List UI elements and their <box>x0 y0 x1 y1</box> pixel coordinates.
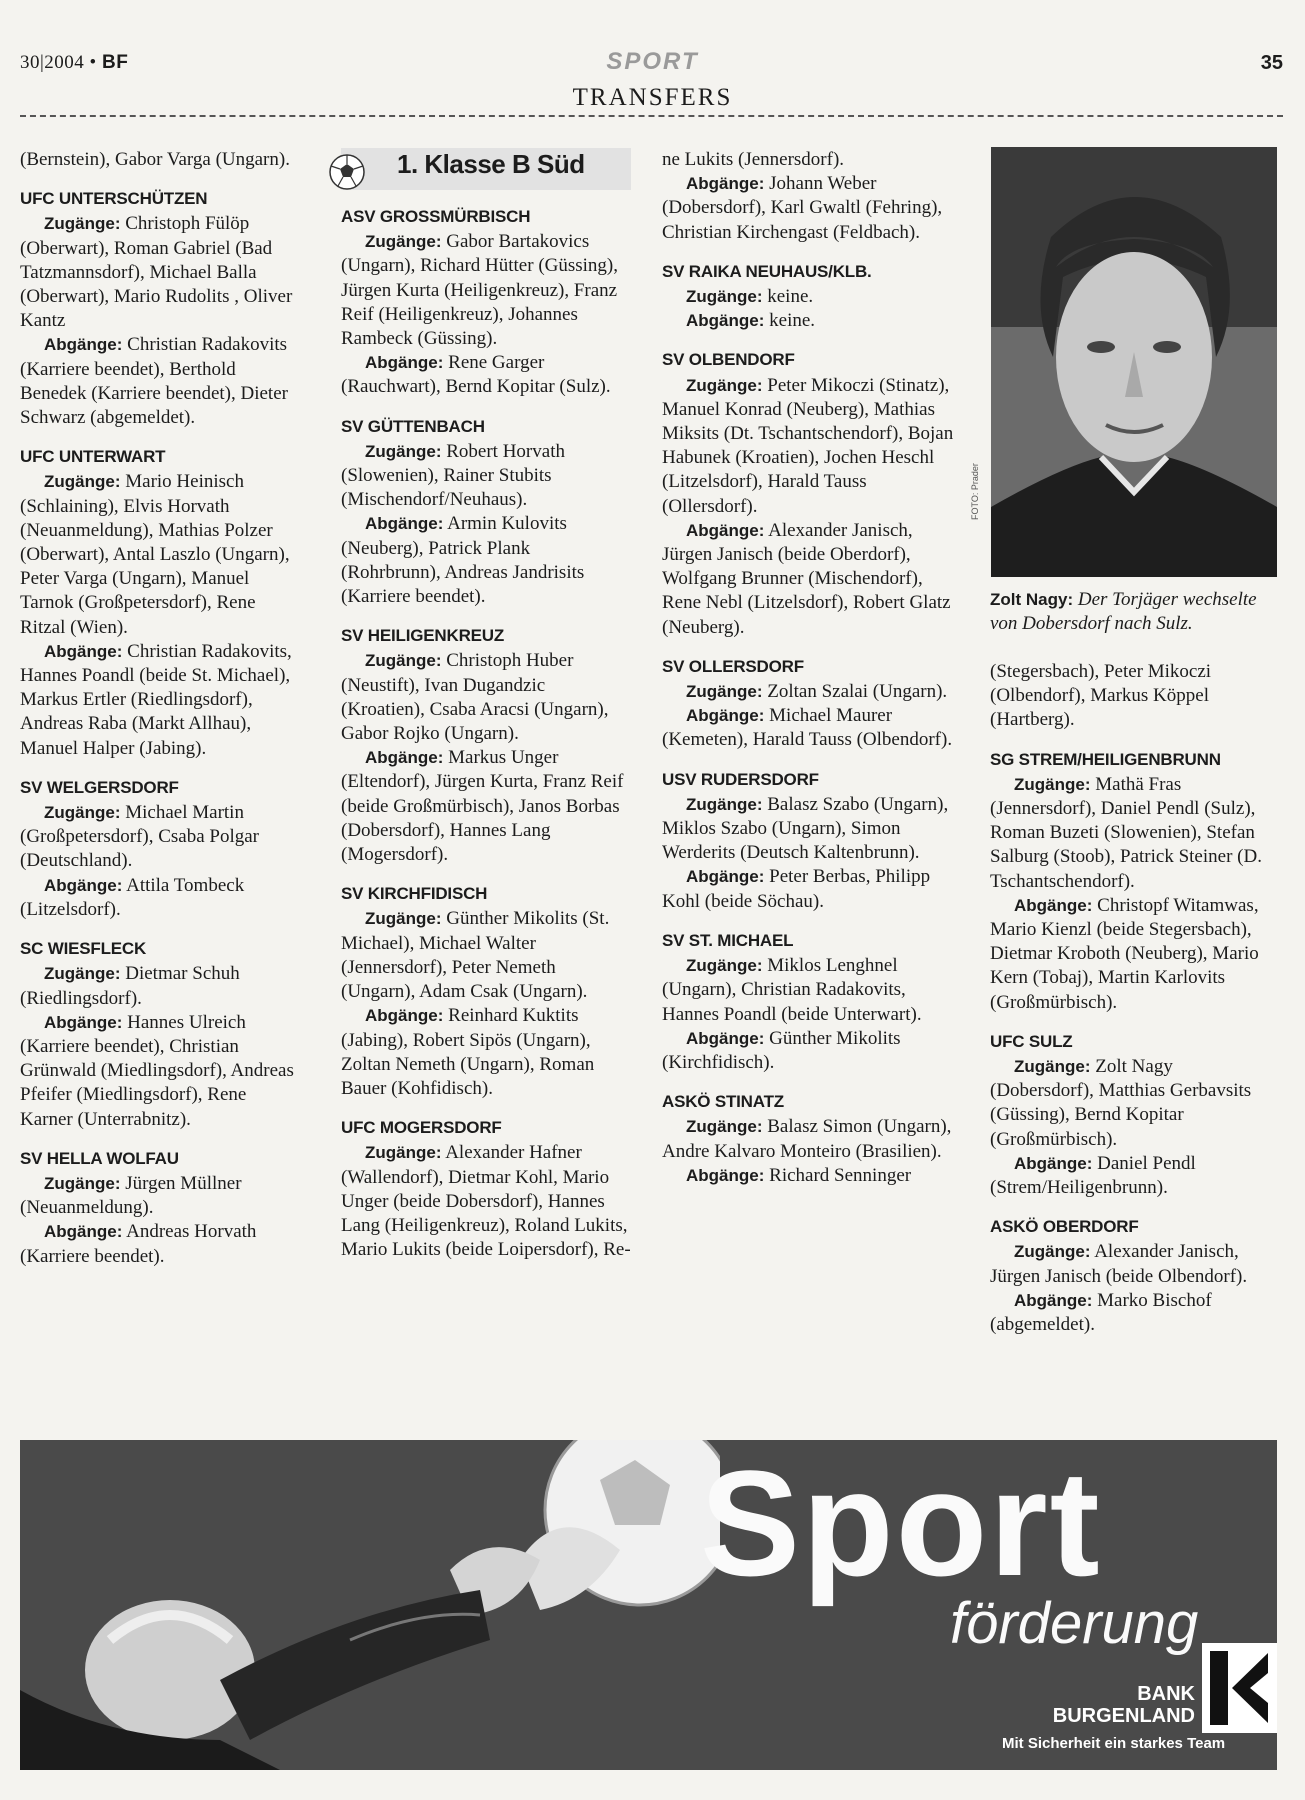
club-entry <box>341 415 631 610</box>
transfers-in <box>341 907 631 1004</box>
club-name: SV OLLERSDORF <box>662 656 804 676</box>
out-text: Armin Kulovits (Neuberg), Patrick Plank (Rohrbrunn), Andreas Jandrisits (Karriere beendet). <box>341 513 585 608</box>
transfers-in <box>341 230 631 351</box>
in-text: Mario Heinisch (Schlaining), Elvis Horvath (Neuanmeldung), Mathias Polzer (Oberwart), Antal Laszlo (Ungarn), Peter Varga (Ungarn), Manuel Tarnok (Großpetersdorf), Rene Ritzal (Wien). <box>20 471 290 638</box>
club-entry <box>662 768 957 914</box>
transfers-out <box>341 746 631 867</box>
transfers-out <box>990 1152 1277 1200</box>
out-text: Alexander Janisch, Jürgen Janisch (beide Oberdorf), Wolfgang Brunner (Mischendorf), Rene Nebl (Litzelsdorf), Robert Glatz (Neuberg). <box>662 519 951 638</box>
club-entry <box>990 1215 1277 1337</box>
out-label: Abgänge: <box>365 748 444 768</box>
transfers-out <box>341 1004 631 1101</box>
in-label: Zugänge: <box>1014 1057 1091 1077</box>
transfers-out <box>341 512 631 609</box>
out-text: Attila Tombeck (Litzelsdorf). <box>20 874 245 920</box>
club-name: SV GÜTTENBACH <box>341 416 485 436</box>
club-entry <box>341 1116 631 1262</box>
in-label: Zugänge: <box>1014 1242 1091 1262</box>
transfers-out <box>341 351 631 399</box>
out-label: Abgänge: <box>365 514 444 534</box>
out-text: Markus Unger (Eltendorf), Jürgen Kurta, Franz Reif (beide Großmürbisch), Janos Borbas (Dobersdorf), Hannes Lang (Mogersdorf). <box>341 747 624 866</box>
club-name: SV HELLA WOLFAU <box>20 1148 179 1168</box>
league-title: 1. Klasse B Süd <box>397 149 585 179</box>
transfers-out <box>662 704 957 752</box>
club-entry <box>341 205 631 400</box>
brand-label: BF <box>101 52 129 73</box>
in-text: Zoltan Szalai (Ungarn). <box>767 681 948 703</box>
transfers-in <box>341 649 631 746</box>
out-label: Abgänge: <box>686 174 765 194</box>
club-list <box>990 748 1277 1338</box>
in-label: Zugänge: <box>365 909 442 929</box>
out-text: Michael Maurer (Kemeten), Harald Tauss (Olbendorf). <box>662 705 953 751</box>
club-list <box>20 187 300 1269</box>
club-name: USV RUDERSDORF <box>662 769 819 789</box>
in-text: Alexander Janisch, Jürgen Janisch (beide Olbendorf). <box>990 1241 1248 1287</box>
club-name: ASKÖ OBERDORF <box>990 1217 1139 1237</box>
out-text: Günther Mikolits (Kirchfidisch). <box>662 1027 901 1073</box>
out-text: Christian Radakovits, Hannes Poandl (beide St. Michael), Markus Ertler (Riedlingsdorf), Andreas Raba (Markt Allhau), Manuel Halper (Jabing). <box>20 640 292 759</box>
club-name: UFC UNTERWART <box>20 447 166 467</box>
transfers-in <box>662 1115 957 1163</box>
section-label: SPORT <box>606 48 699 75</box>
photo-credit: FOTO: Prader <box>970 463 980 520</box>
out-label: Abgänge: <box>686 1028 765 1048</box>
out-text: Reinhard Kuktits (Jabing), Robert Sipös (Ungarn), Zoltan Nemeth (Ungarn), Roman Bauer (Kohfidisch). <box>341 1005 595 1099</box>
club-entry <box>20 776 300 922</box>
column-1 <box>20 148 300 1269</box>
club-entry <box>20 937 300 1132</box>
transfers-in <box>341 440 631 513</box>
out-text: Marko Bischof (abgemeldet). <box>990 1289 1212 1336</box>
out-text: Hannes Ulreich (Karriere beendet), Christian Grünwald (Miedlingsdorf), Andreas Pfeifer (Miedlingsdorf), Rene Karner (Unterrabnitz). <box>20 1011 294 1130</box>
in-label: Zugänge: <box>1014 774 1091 794</box>
column-2 <box>341 148 631 1262</box>
out-label: Abgänge: <box>686 1165 765 1185</box>
club-entry <box>662 655 957 753</box>
club-name: UFC MOGERSDORF <box>341 1118 502 1138</box>
in-label: Zugänge: <box>365 441 442 461</box>
out-text: Christopf Witamwas, Mario Kienzl (beide Stegersbach), Dietmar Kroboth (Neuberg), Mario Kern (Tobaj), Martin Karlovits (Großmürbisch). <box>990 894 1259 1013</box>
goalkeeper-illustration <box>20 1440 720 1770</box>
in-text: Christoph Huber (Neustift), Ivan Dugandzic (Kroatien), Csaba Aracsi (Ungarn), Gabor Rojko (Ungarn). <box>341 650 609 745</box>
club-name: ASV GROSSMÜRBISCH <box>341 207 531 226</box>
in-label: Zugänge: <box>365 1143 442 1163</box>
club-entry <box>341 882 631 1101</box>
club-name: SV HEILIGENKREUZ <box>341 626 505 646</box>
transfers-out <box>20 333 300 430</box>
club-name: SV OLBENDORF <box>662 350 795 370</box>
club-list <box>341 205 631 1262</box>
bank-logo-icon <box>1202 1643 1277 1733</box>
in-label: Zugänge: <box>44 214 121 234</box>
transfers-out <box>20 640 300 761</box>
player-photo <box>991 147 1277 577</box>
in-label: Zugänge: <box>686 375 763 395</box>
in-label: Zugänge: <box>365 232 442 252</box>
club-name: SV ST. MICHAEL <box>662 930 794 950</box>
in-label: Zugänge: <box>365 651 442 671</box>
out-label: Abgänge: <box>1014 1290 1093 1310</box>
club-name: UFC SULZ <box>990 1031 1073 1051</box>
in-text: Robert Horvath (Slowenien), Rainer Stubits (Mischendorf/Neuhaus). <box>341 440 565 511</box>
transfers-out <box>20 874 300 922</box>
out-label: Abgänge: <box>686 867 765 887</box>
in-text: Jürgen Müllner (Neuanmeldung). <box>20 1172 242 1219</box>
transfers-in <box>20 470 300 639</box>
section-title: TRANSFERS <box>572 84 733 111</box>
transfers-out <box>990 894 1277 1015</box>
out-text: Andreas Horvath (Karriere beendet). <box>20 1221 257 1267</box>
in-text: keine. <box>767 286 814 308</box>
club-name: SC WIESFLECK <box>20 939 147 959</box>
transfers-in <box>662 374 957 519</box>
out-text: Peter Berbas, Philipp Kohl (beide Söchau). <box>662 866 931 912</box>
out-text: Christian Radakovits (Karriere beendet), Berthold Benedek (Karriere beendet), Dieter Schwarz (abgemeldet). <box>20 334 288 429</box>
in-text: Balasz Simon (Ungarn), Andre Kalvaro Monteiro (Brasilien). <box>662 1116 952 1162</box>
transfers-in <box>20 212 300 333</box>
in-label: Zugänge: <box>44 964 121 984</box>
in-label: Zugänge: <box>686 1117 763 1137</box>
continued-out <box>662 172 957 245</box>
bank-slogan: Mit Sicherheit ein starkes Team <box>1002 1735 1226 1752</box>
transfers-out <box>20 1011 300 1132</box>
club-name: ASKÖ STINATZ <box>662 1092 784 1112</box>
out-text: Johann Weber (Dobersdorf), Karl Gwaltl (Fehring), Christian Kirchengast (Feldbach). <box>662 173 943 243</box>
ad-subline: förderung <box>950 1591 1199 1656</box>
out-label: Abgänge: <box>1014 895 1093 915</box>
in-label: Zugänge: <box>686 956 763 976</box>
ad-headline: Sport <box>700 1440 1102 1607</box>
transfers-in <box>20 962 300 1010</box>
continued-text: ne Lukits (Jennersdorf). <box>662 149 845 170</box>
club-entry <box>20 187 300 430</box>
club-name: SG STREM/HEILIGENBRUNN <box>990 749 1221 769</box>
in-text: Michael Martin (Großpetersdorf), Csaba Polgar (Deutschland). <box>20 802 260 872</box>
club-entry <box>662 929 957 1075</box>
out-label: Abgänge: <box>1014 1153 1093 1173</box>
caption-text: Der Torjäger wechselte von Dobersdorf nach Sulz. <box>990 589 1257 634</box>
club-name: SV RAIKA NEUHAUS/KLB. <box>662 261 872 281</box>
out-label: Abgänge: <box>365 353 444 373</box>
page-number: 35 <box>1260 52 1283 74</box>
photo-caption <box>990 588 1277 636</box>
column-3 <box>662 148 957 1188</box>
transfers-in <box>662 793 957 866</box>
in-text: Günther Mikolits (St. Michael), Michael Walter (Jennersdorf), Peter Nemeth (Ungarn), Adam Csak (Ungarn). <box>341 908 610 1003</box>
transfers-out <box>662 1164 957 1188</box>
transfers-in <box>662 954 957 1027</box>
transfers-in <box>990 1055 1277 1152</box>
transfers-out <box>20 1220 300 1268</box>
transfers-out <box>662 309 957 333</box>
in-text: Dietmar Schuh (Riedlingsdorf). <box>20 963 240 1009</box>
club-entry <box>990 1030 1277 1200</box>
transfers-out <box>662 519 957 640</box>
club-entry <box>662 1090 957 1188</box>
in-text: Zolt Nagy (Dobersdorf), Matthias Gerbavsits (Güssing), Bernd Kopitar (Großmürbisch). <box>990 1056 1252 1150</box>
in-text: Christoph Fülöp (Oberwart), Roman Gabriel (Bad Tatzmannsdorf), Michael Balla (Oberwart), Mario Rudolits , Oliver Kantz <box>20 213 293 332</box>
header-divider <box>20 115 1283 117</box>
in-label: Zugänge: <box>44 803 121 823</box>
club-name: UFC UNTERSCHÜTZEN <box>20 189 208 209</box>
transfers-in <box>990 1240 1277 1288</box>
out-label: Abgänge: <box>365 1006 444 1026</box>
club-name: SV WELGERSDORF <box>20 777 179 797</box>
continued-text: (Bernstein), Gabor Varga (Ungarn). <box>20 149 290 170</box>
in-text: Alexander Hafner (Wallendorf), Dietmar Kohl, Mario Unger (beide Dobersdorf), Hannes Lang (Heiligenkreuz), Roland Lukits, Mario Lukits (beide Loipersdorf), Re- <box>341 1142 631 1261</box>
out-text: Daniel Pendl (Strem/Heiligenbrunn). <box>990 1152 1196 1199</box>
in-label: Zugänge: <box>44 472 121 492</box>
out-text: keine. <box>769 310 816 332</box>
transfers-out <box>662 1027 957 1075</box>
in-text: Gabor Bartakovics (Ungarn), Richard Hütter (Güssing), Jürgen Kurta (Heiligenkreuz), Franz Reif (Heiligenkreuz), Johannes Rambeck (Güssing). <box>341 231 619 350</box>
club-list <box>662 260 957 1188</box>
in-text: Mathä Fras (Jennersdorf), Daniel Pendl (Sulz), Roman Buzeti (Slowenien), Stefan Salburg (Stoob), Patrick Steiner (D. Tschantschendorf). <box>990 773 1262 892</box>
transfers-in <box>20 1172 300 1220</box>
transfers-out <box>990 1289 1277 1337</box>
league-header <box>341 148 631 190</box>
in-text: Balasz Szabo (Ungarn), Miklos Szabo (Ungarn), Simon Werderits (Deutsch Kaltenbrunn). <box>662 793 949 864</box>
transfers-in <box>662 680 957 704</box>
club-entry <box>990 748 1277 1015</box>
in-label: Zugänge: <box>44 1173 121 1193</box>
out-label: Abgänge: <box>44 335 123 355</box>
caption-name: Zolt Nagy: <box>990 590 1074 609</box>
in-text: Peter Mikoczi (Stinatz), Manuel Konrad (Neuberg), Mathias Miksits (Dt. Tschantschendorf), Bojan Habunek (Kroatien), Jochen Heschl (Litzelsdorf), Harald Tauss (Ollersdorf). <box>662 374 954 517</box>
club-name: SV KIRCHFIDISCH <box>341 884 488 904</box>
out-label: Abgänge: <box>44 1012 123 1032</box>
continued-text: (Stegersbach), Peter Mikoczi (Olbendorf), Markus Köppel (Hartberg). <box>990 661 1212 731</box>
out-label: Abgänge: <box>44 641 123 661</box>
football-icon <box>327 152 367 192</box>
transfers-in <box>662 285 957 309</box>
transfers-in <box>990 773 1277 894</box>
sport-sponsoring-ad <box>20 1440 1277 1770</box>
out-text: Richard Senninger <box>769 1164 912 1186</box>
in-label: Zugänge: <box>686 682 763 702</box>
in-text: Miklos Lenghnel (Ungarn), Christian Radakovits, Hannes Poandl (beide Unterwart). <box>662 955 922 1025</box>
issue-number: 30|2004 • <box>20 52 97 73</box>
out-label: Abgänge: <box>44 875 123 895</box>
out-label: Abgänge: <box>686 520 765 540</box>
out-label: Abgänge: <box>686 311 765 331</box>
club-entry <box>20 1147 300 1269</box>
transfers-in <box>341 1141 631 1262</box>
in-label: Zugänge: <box>686 287 763 307</box>
bank-name-line2: BURGENLAND <box>1052 1705 1195 1727</box>
column-4 <box>990 660 1277 1337</box>
out-text: Rene Garger (Rauchwart), Bernd Kopitar (Sulz). <box>341 352 611 398</box>
club-entry <box>20 445 300 761</box>
transfers-in <box>20 801 300 874</box>
club-entry <box>662 260 957 334</box>
bank-name-line1: BANK <box>1137 1683 1195 1705</box>
club-entry <box>662 348 957 639</box>
out-label: Abgänge: <box>686 706 765 726</box>
out-label: Abgänge: <box>44 1222 123 1242</box>
club-entry <box>341 624 631 867</box>
player-portrait <box>991 147 1277 577</box>
in-label: Zugänge: <box>686 794 763 814</box>
transfers-out <box>662 865 957 913</box>
